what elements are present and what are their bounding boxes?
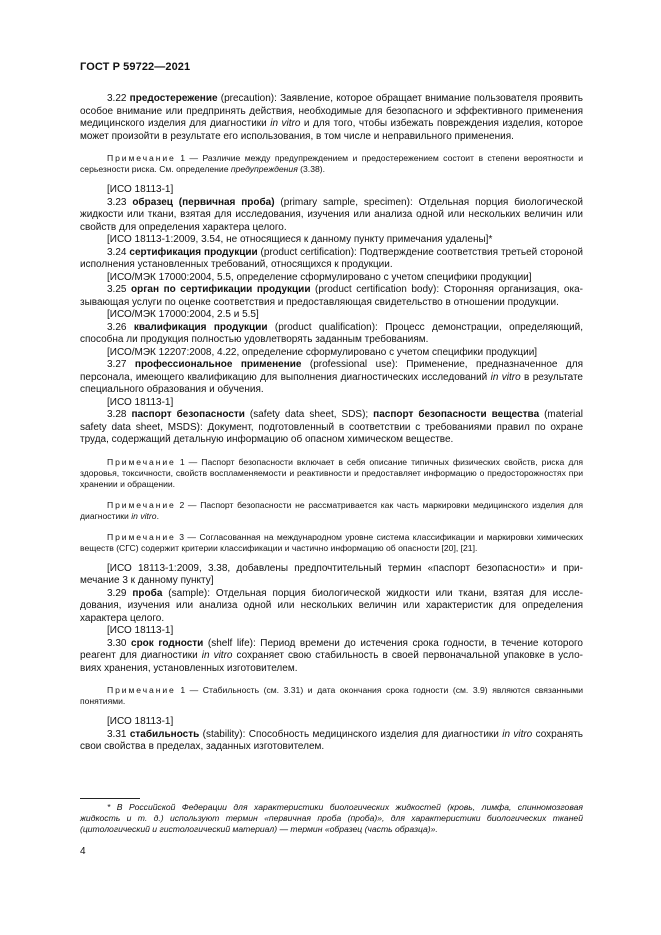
term-entry-3-30: 3.30 срок годности (shelf life): Период времени до истечения срока годности, в течение которого реагент для диагностики in vitro сохраняет свою стабильность в своей первоначальной упаковке в условиях хранения, установленных изготовителем. (80, 637, 583, 674)
page-number: 4 (80, 846, 86, 857)
note-3-30: Примечание 1 — Стабильность (см. 3.31) и дата окончания срока годности (см. 3.9) являются связанными понятиями. (80, 685, 583, 706)
reference-3-25: [ИСО/МЭК 17000:2004, 2.5 и 5.5] (107, 309, 259, 320)
reference-3-31: [ИСО 18113-1] (107, 716, 174, 727)
term: предостережение (129, 93, 218, 104)
standard-header: ГОСТ Р 59722—2021 (80, 61, 191, 73)
term-entry-3-24: 3.24 сертификация продукции (product certification): Подтверждение соответствия третьей стороной исполнения установленных требований, относящихся к продукции. (80, 246, 583, 270)
reference-3-24: [ИСО/МЭК 17000:2004, 5.5, определение сформулировано с учетом специфики продукции] (107, 271, 532, 283)
reference-3-23a: [ИСО 18113-1] (107, 184, 174, 195)
reference-3-23b: [ИСО 18113-1:2009, 3.54, не относящиеся к данному пункту примечания удалены]* (107, 234, 493, 245)
document-body (80, 93, 583, 754)
reference-3-27: [ИСО 18113-1] (107, 396, 174, 408)
footnote-divider (80, 798, 140, 799)
footnote: * В Российской Федерации для характеристики биологических жидкостей (кровь, лимфа, спинномозговая жидкость и т. д.) используют термин «первичная проба (проба)», для характеристики биологических тканей (цитологический и гистологический материал) — термин «образец (часть образца)». (80, 802, 583, 835)
note-3-28-3: Примечание 3 — Согласованная на международном уровне система классификации и маркировки химических веществ (СГС) содержит критерии классификации и частично информацию об опасности [20], [21]. (80, 531, 584, 553)
term-entry-3-31: 3.31 стабильность (stability): Способность медицинского изделия для диагностики in vitro сохранять свои свойства в пределах, заданных изготовителем. (80, 728, 583, 752)
reference-3-26: [ИСО/МЭК 12207:2008, 4.22, определение сформулировано с учетом специфики продукции] (107, 346, 538, 358)
term-entry-3-28: 3.28 паспорт безопасности (safety data sheet, SDS); паспорт безопасности вещества (material safety data sheet, MSDS): Документ, подготовленный в соответствии с требованиями правил по охране труда, содержащий детальную информацию об опасном химическом веществе. (80, 409, 583, 445)
note-3-28-2: Примечание 2 — Паспорт безопасности не рассматривается как часть маркировки медицинского изделия для диагностики in vitro. (80, 499, 583, 521)
note-3-22: Примечание 1 — Различие между предупреждением и предостережением состоит в степени вероятности и серьезности риска. См. определение предупреждения (3.38). (80, 153, 583, 174)
term-entry-3-27: 3.27 профессиональное применение (professional use): Применение, предназначенное для персонала, имеющего квалификацию для выполнения диагностических исследований in vitro в результате специального образования и обучения. (80, 359, 583, 395)
term-entry-3-23: 3.23 образец (первичная проба) (primary sample, specimen): Отдельная порция биологической жидкости или ткани, взятая для исследования, изучения или анализа одной или нескольких величин или свойств для определения характера целого. (80, 196, 583, 233)
reference-3-28: [ИСО 18113-1:2009, 3.38, добавлены предпочтительный термин «паспорт безопасности» и примечание 3 к данному пункту] (80, 562, 583, 586)
reference-3-29: [ИСО 18113-1] (107, 625, 174, 636)
term-entry-3-29: 3.29 проба (sample): Отдельная порция биологической жидкости или ткани, взятая для исследования, изучения или анализа одной или нескольких величин или характеристик для определения характера целого. (80, 587, 583, 624)
term-entry-3-25: 3.25 орган по сертификации продукции (product certification body): Сторонняя организация, оказывающая услуги по оценке соответствия и предоставляющая свидетельство в отношении продукции. (80, 284, 583, 308)
term-entry-3-26: 3.26 квалификация продукции (product qualification): Процесс демонстрации, определяющий, способна ли продукция полностью удовлетворять заданным требованиям. (80, 321, 584, 345)
note-3-28-1: Примечание 1 — Паспорт безопасности включает в себя описание типичных физических свойств, риска для здоровья, токсичности, свойств воспламеняемости и реактивности и предоставляет информацию о предосторожностях при хранении и обращении. (80, 456, 584, 489)
term-entry-3-22: 3.22 предостережение (precaution): Заявление, которое обращает внимание пользователя проявить особое внимание или предпринять действия, необходимые для безопасного и эффективного применения медицинского изделия для диагностики in vitro и для того, чтобы избежать повреждения изделия, которое может произойти в результате его использования, в том числе и неправильного применения. (80, 93, 584, 142)
